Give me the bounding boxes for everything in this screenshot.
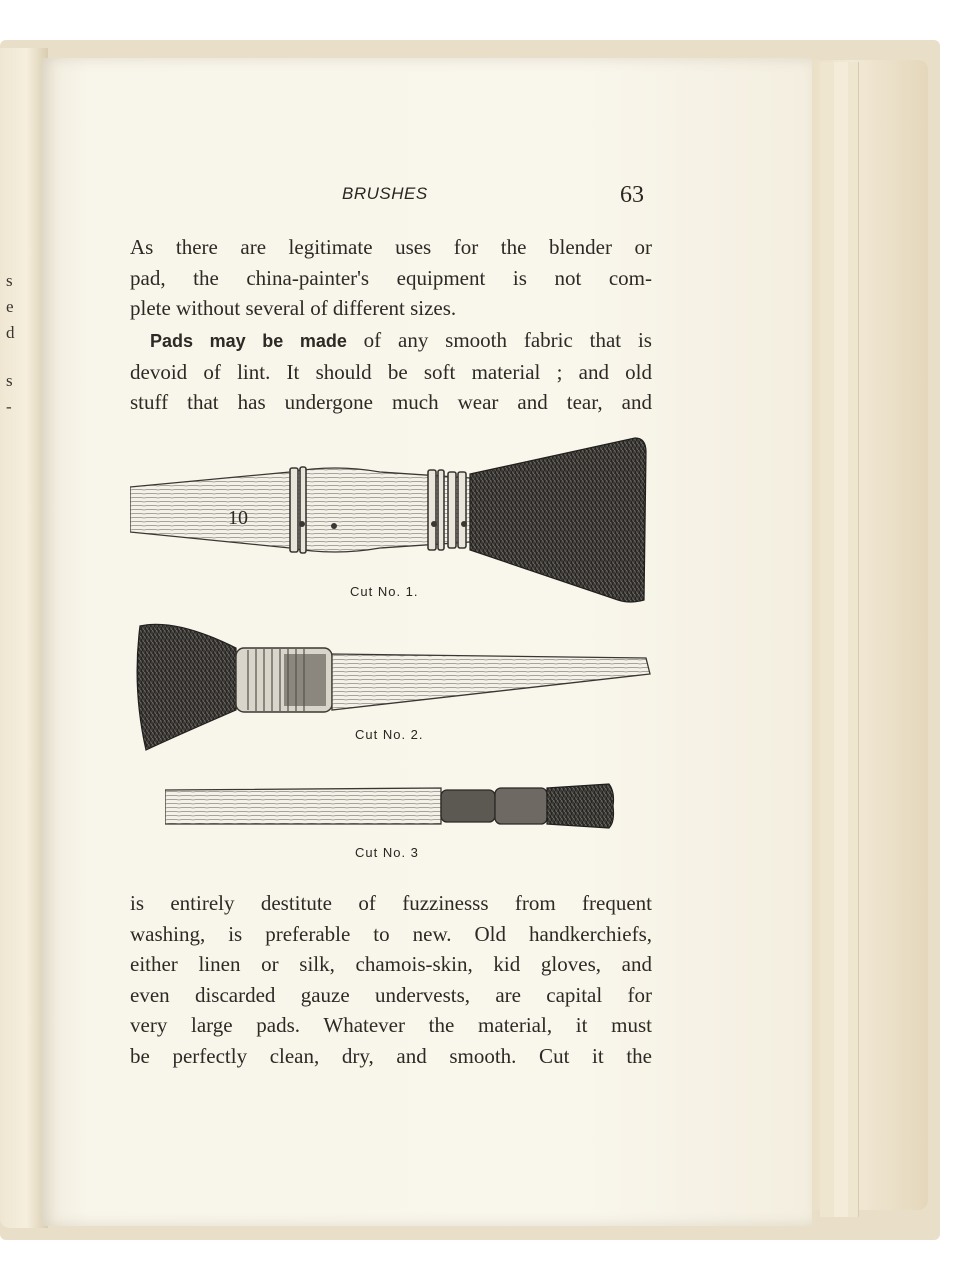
- edge-letter: s: [6, 271, 13, 290]
- paragraph-3: [130, 888, 652, 1071]
- paragraph-1: [130, 232, 652, 324]
- text-line: even discarded gauze undervests, are capital for: [130, 982, 652, 1007]
- text-line: devoid of lint. It should be soft material ; and old: [130, 359, 652, 384]
- left-page-edge-text: [6, 268, 20, 420]
- brush-illustration-cut-3: [165, 782, 617, 832]
- text-line: is entirely destitute of fuzzinesss from frequent: [130, 891, 652, 915]
- page-stack-edge: [834, 62, 849, 1217]
- figure-caption-cut-2: Cut No. 2.: [355, 727, 424, 742]
- handle-number: 10: [228, 507, 248, 529]
- edge-letter: d: [6, 323, 15, 342]
- edge-letter: e: [6, 297, 14, 316]
- text-line: be perfectly clean, dry, and smooth. Cut it the: [130, 1043, 652, 1068]
- brush-illustration-cut-1: [130, 432, 650, 608]
- text-line: stuff that has undergone much wear and tear, and: [130, 390, 652, 414]
- figure-caption-cut-1: Cut No. 1.: [350, 584, 419, 599]
- text-line: pad, the china-painter's equipment is not com-: [130, 265, 652, 290]
- running-title: BRUSHES: [342, 184, 428, 203]
- paragraph-lead-bold: Pads may be made: [150, 331, 347, 351]
- text-line: washing, is preferable to new. Old handkerchiefs,: [130, 921, 652, 946]
- text-fragment: of any smooth fabric that is: [346, 328, 652, 352]
- text-line: [130, 325, 652, 357]
- text-line: plete without several of different sizes.: [130, 296, 457, 320]
- page-stack-edge: [820, 62, 835, 1217]
- paragraph-2: [130, 325, 652, 418]
- edge-letter: -: [6, 397, 12, 416]
- left-page-edge: [0, 48, 48, 1228]
- figure-caption-cut-3: Cut No. 3: [355, 845, 419, 860]
- page-number: 63: [620, 182, 644, 208]
- edge-letter: s: [6, 371, 13, 390]
- page-stack-edge: [848, 62, 859, 1217]
- text-line: very large pads. Whatever the material, it must: [130, 1013, 652, 1037]
- text-line: As there are legitimate uses for the blender or: [130, 235, 652, 259]
- text-line: either linen or silk, chamois-skin, kid gloves, and: [130, 952, 652, 976]
